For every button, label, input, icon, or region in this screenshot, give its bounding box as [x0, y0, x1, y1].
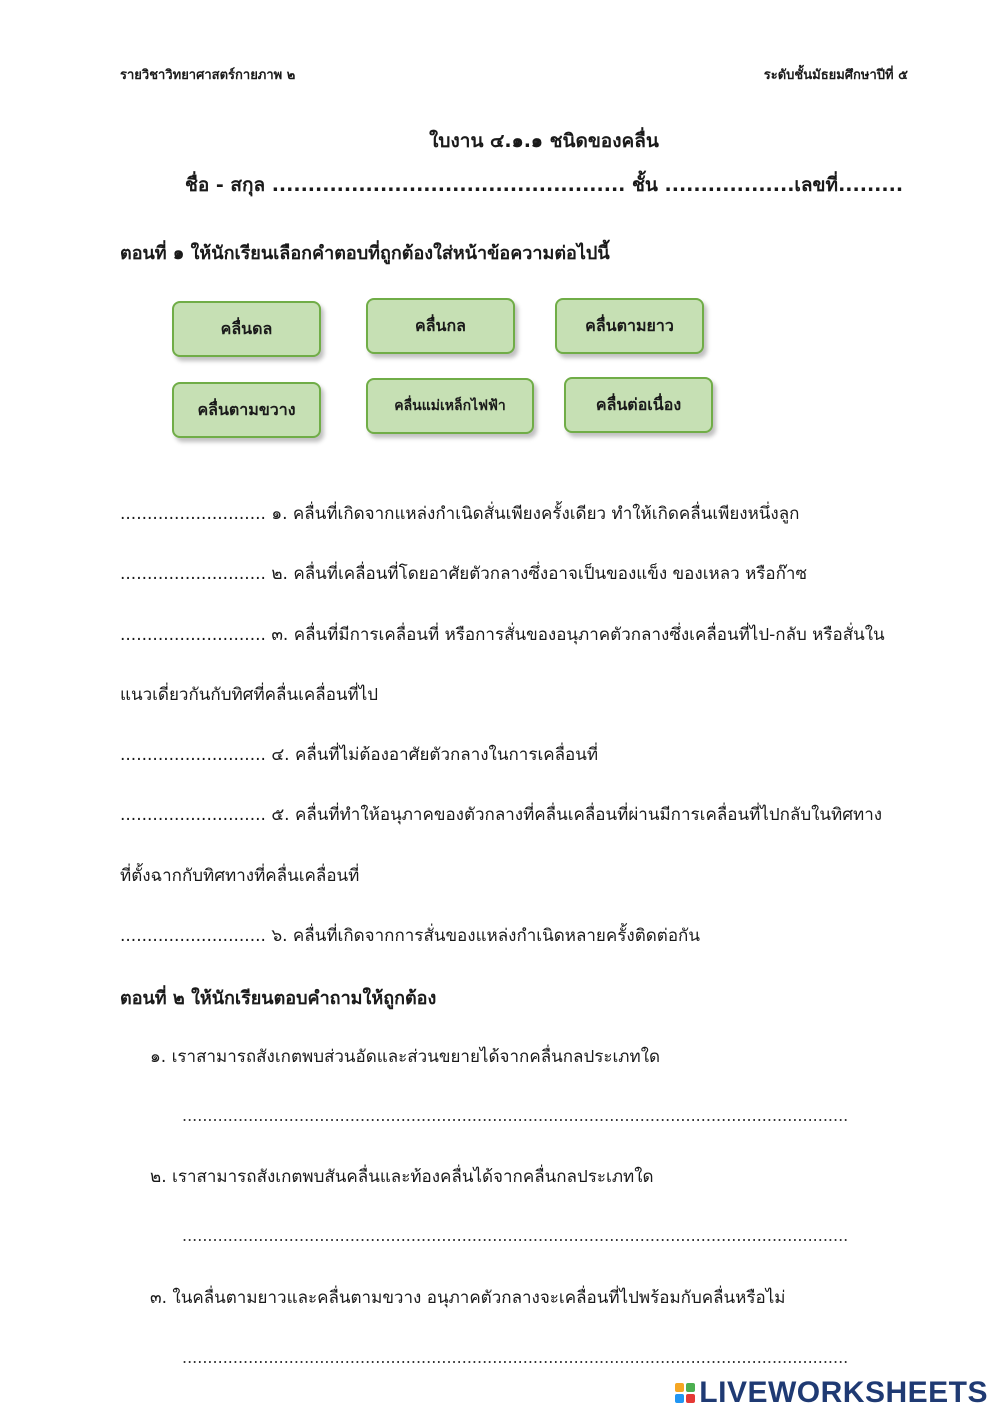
choice-mechanical-wave[interactable]: คลื่นกล — [366, 298, 515, 354]
answer-line-1[interactable]: ................................................................................................................................... — [182, 1106, 849, 1125]
choice-longitudinal-wave[interactable]: คลื่นตามยาว — [555, 298, 704, 354]
item-continuation: แนวเดี่ยวกันกับทิศที่คลื่นเคลื่อนที่ไป — [120, 685, 379, 705]
logo-text: LIVEWORKSHEETS — [699, 1376, 988, 1409]
item-continuation: ที่ตั้งฉากกับทิศทางที่คลื่นเคลื่อนที่ — [120, 866, 360, 886]
worksheet-title: ใบงาน ๔.๑.๑ ชนิดของคลื่น — [429, 130, 659, 152]
part2-heading: ตอนที่ ๒ ให้นักเรียนตอบคำถามให้ถูกต้อง — [120, 988, 437, 1009]
question-3: ๓. ในคลื่นตามยาวและคลื่นตามขวาง อนุภาคตัวกลางจะเคลื่อนที่ไปพร้อมกับคลื่นหรือไม่ — [150, 1288, 786, 1308]
item-text: ๔. คลื่นที่ไม่ต้องอาศัยตัวกลางในการเคลื่อนที่ — [271, 745, 599, 765]
logo-mark-icon — [675, 1383, 695, 1403]
choice-transverse-wave[interactable]: คลื่นตามขวาง — [172, 382, 321, 438]
choice-continuous-wave[interactable]: คลื่นต่อเนื่อง — [564, 377, 713, 433]
question-2: ๒. เราสามารถสังเกตพบสันคลื่นและท้องคลื่นได้จากคลื่นกลประเภทใด — [150, 1167, 654, 1187]
answer-blank[interactable]: ........................... — [120, 805, 266, 825]
list-item — [120, 560, 807, 587]
answer-blank[interactable]: ........................... — [120, 926, 266, 946]
question-1: ๑. เราสามารถสังเกตพบส่วนอัดและส่วนขยายได้จากคลื่นกลประเภทใด — [150, 1047, 661, 1067]
item-text: ๒. คลื่นที่เคลื่อนที่โดยอาศัยตัวกลางซึ่งอาจเป็นของแข็ง ของเหลว หรือก๊าซ — [271, 564, 807, 584]
part1-heading: ตอนที่ ๑ ให้นักเรียนเลือกคำตอบที่ถูกต้องใส่หน้าข้อความต่อไปนี้ — [120, 243, 610, 264]
answer-line-2[interactable]: ................................................................................................................................... — [182, 1226, 849, 1245]
item-text: ๓. คลื่นที่มีการเคลื่อนที่ หรือการสั่นของอนุภาคตัวกลางซึ่งเคลื่อนที่ไป-กลับ หรือสั่นใน — [271, 625, 885, 645]
list-item — [120, 801, 882, 828]
answer-blank[interactable]: ........................... — [120, 504, 266, 524]
student-info-line: ชื่อ - สกุล ................................................. ชั้น ..................เลขที่......... — [184, 174, 904, 196]
list-item — [120, 741, 598, 768]
list-item — [120, 500, 799, 527]
item-text: ๕. คลื่นที่ทำให้อนุภาคของตัวกลางที่คลื่นเคลื่อนที่ผ่านมีการเคลื่อนที่ไปกลับในทิศทาง — [271, 805, 883, 825]
choice-electromagnetic-wave[interactable]: คลื่นแม่เหล็กไฟฟ้า — [366, 378, 534, 434]
grade-level-label: ระดับชั้นมัธยมศึกษาปีที่ ๕ — [763, 68, 908, 83]
answer-blank[interactable]: ........................... — [120, 625, 266, 645]
item-text: ๑. คลื่นที่เกิดจากแหล่งกำเนิดสั่นเพียงครั้งเดียว ทำให้เกิดคลื่นเพียงหนึ่งลูก — [271, 504, 800, 524]
answer-line-3[interactable]: ................................................................................................................................... — [182, 1348, 849, 1367]
subject-label: รายวิชาวิทยาศาสตร์กายภาพ ๒ — [120, 68, 296, 83]
item-text: ๖. คลื่นที่เกิดจากการสั่นของแหล่งกำเนิดหลายครั้งติดต่อกัน — [271, 926, 700, 946]
liveworksheets-logo — [675, 1376, 988, 1410]
answer-blank[interactable]: ........................... — [120, 564, 266, 584]
list-item — [120, 621, 885, 648]
choice-pulse-wave[interactable]: คลื่นดล — [172, 301, 321, 357]
list-item — [120, 922, 700, 949]
answer-blank[interactable]: ........................... — [120, 745, 266, 765]
